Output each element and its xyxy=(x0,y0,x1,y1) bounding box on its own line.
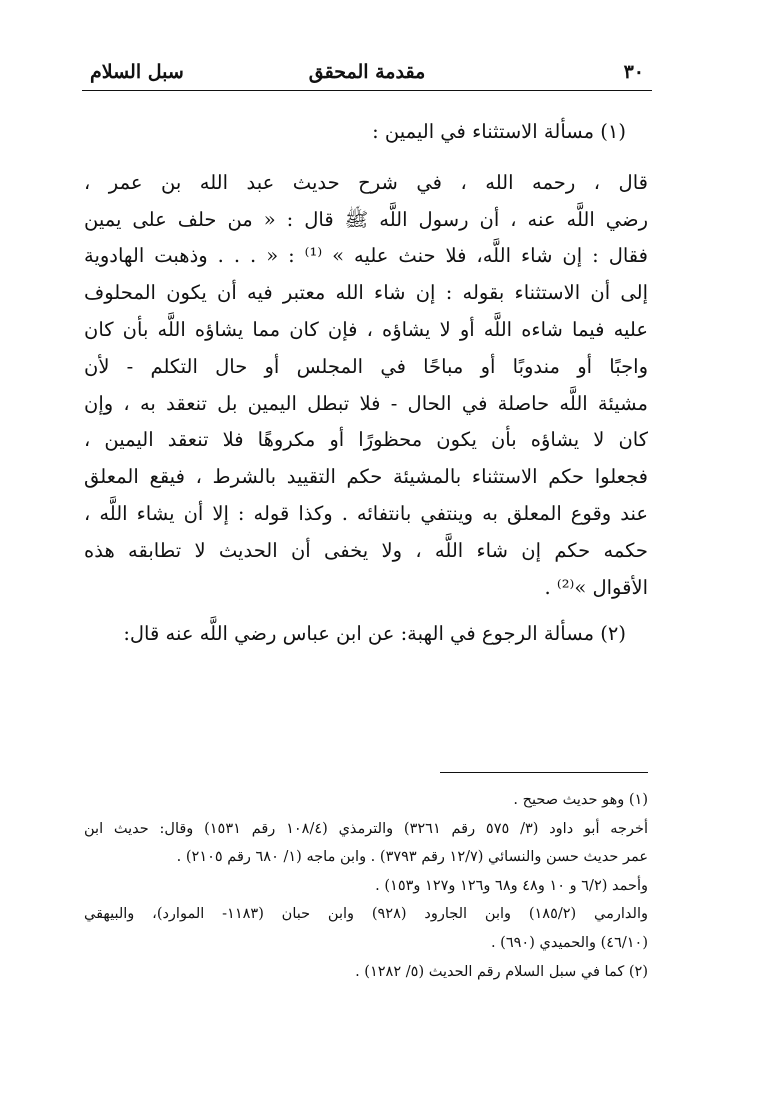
text-line: فقال : إن شاء اللَّه، فلا حنث عليه » ⁽¹⁾ : « . . . وذهبت الهادوية xyxy=(84,244,648,268)
running-header xyxy=(82,56,652,90)
header-divider xyxy=(82,90,652,91)
text-line: إلى أن الاستثناء بقوله : إن شاء الله معتبر فيه أن يكون المحلوف xyxy=(84,281,648,305)
footnote-divider xyxy=(440,772,648,773)
main-text xyxy=(84,114,648,653)
footnotes xyxy=(84,786,648,986)
text-line: فجعلوا حكم الاستثناء بالمشيئة حكم التقييد بالشرط ، فيقع المعلق xyxy=(84,465,648,489)
footnote-line: عمر حديث حسن والنسائي (١٢/٧ رقم ٣٧٩٣) . وابن ماجه (١/ ٦٨٠ رقم ٢١٠٥) . xyxy=(176,849,648,866)
text-line: واجبًا أو مندوبًا أو مباحًا في المجلس أو حال التكلم - لأن xyxy=(84,354,648,378)
spacer xyxy=(84,606,648,616)
spacer xyxy=(84,151,648,165)
footnote-line: (٤٦/١٠) والحميدي (٦٩٠) . xyxy=(490,934,648,951)
text-line: مشيئة اللَّه حاصلة في الحال - فلا تبطل اليمين بل تنعقد به ، وإن xyxy=(84,391,648,415)
text-line: قال ، رحمه الله ، في شرح حديث عبد الله بن عمر ، xyxy=(84,170,648,194)
text-line: عند وقوع المعلق به وينتفي بانتفائه . وكذا قوله : إلا أن يشاء اللَّه ، xyxy=(84,501,648,525)
footnote-line: (١) وهو حديث صحيح . xyxy=(513,792,648,808)
page-number: ٣٠ xyxy=(623,61,644,83)
footnote-line: أخرجه أبو داود (٣/ ٥٧٥ رقم ٣٢٦١) والترمذي (١٠٨/٤ رقم ١٥٣١) وقال: حديث ابن xyxy=(84,820,648,837)
book-title: سبل السلام xyxy=(90,61,184,83)
text-line: كان لا يشاؤه بأن يكون محظورًا أو مكروهًا فلا تنعقد اليمين ، xyxy=(84,428,648,452)
footnote-line: والدارمي (١٨٥/٢) وابن الجارود (٩٢٨) وابن حبان (١١٨٣- الموارد)، والبيهقي xyxy=(84,906,648,923)
section-title: مقدمة المحقق xyxy=(308,61,426,83)
section-heading-1: (١) مسألة الاستثناء في اليمين : xyxy=(372,120,626,143)
text-line: رضي اللَّه عنه ، أن رسول اللَّه ﷺ قال : « من حلف على يمين xyxy=(84,207,648,231)
section-heading-2: (٢) مسألة الرجوع في الهبة: عن ابن عباس رضي اللَّه عنه قال: xyxy=(123,622,626,646)
text-line: حكمه حكم إن شاء اللَّه ، ولا يخفى أن الحديث لا تطابقه هذه xyxy=(84,538,648,562)
footnote-line: وأحمد (٦/٢ و ١٠ و٤٨ و٦٨ و١٢٦ و١٢٧ و١٥٣) . xyxy=(375,877,648,894)
text-line: عليه فيما شاءه اللَّه أو لا يشاؤه ، فإن كان مما يشاؤه اللَّه بأن كان xyxy=(84,317,648,341)
footnote-line: (٢) كما في سبل السلام رقم الحديث (٥/ ١٢٨٢) . xyxy=(355,963,648,980)
text-line-last: الأقوال »⁽²⁾ . xyxy=(544,575,648,599)
